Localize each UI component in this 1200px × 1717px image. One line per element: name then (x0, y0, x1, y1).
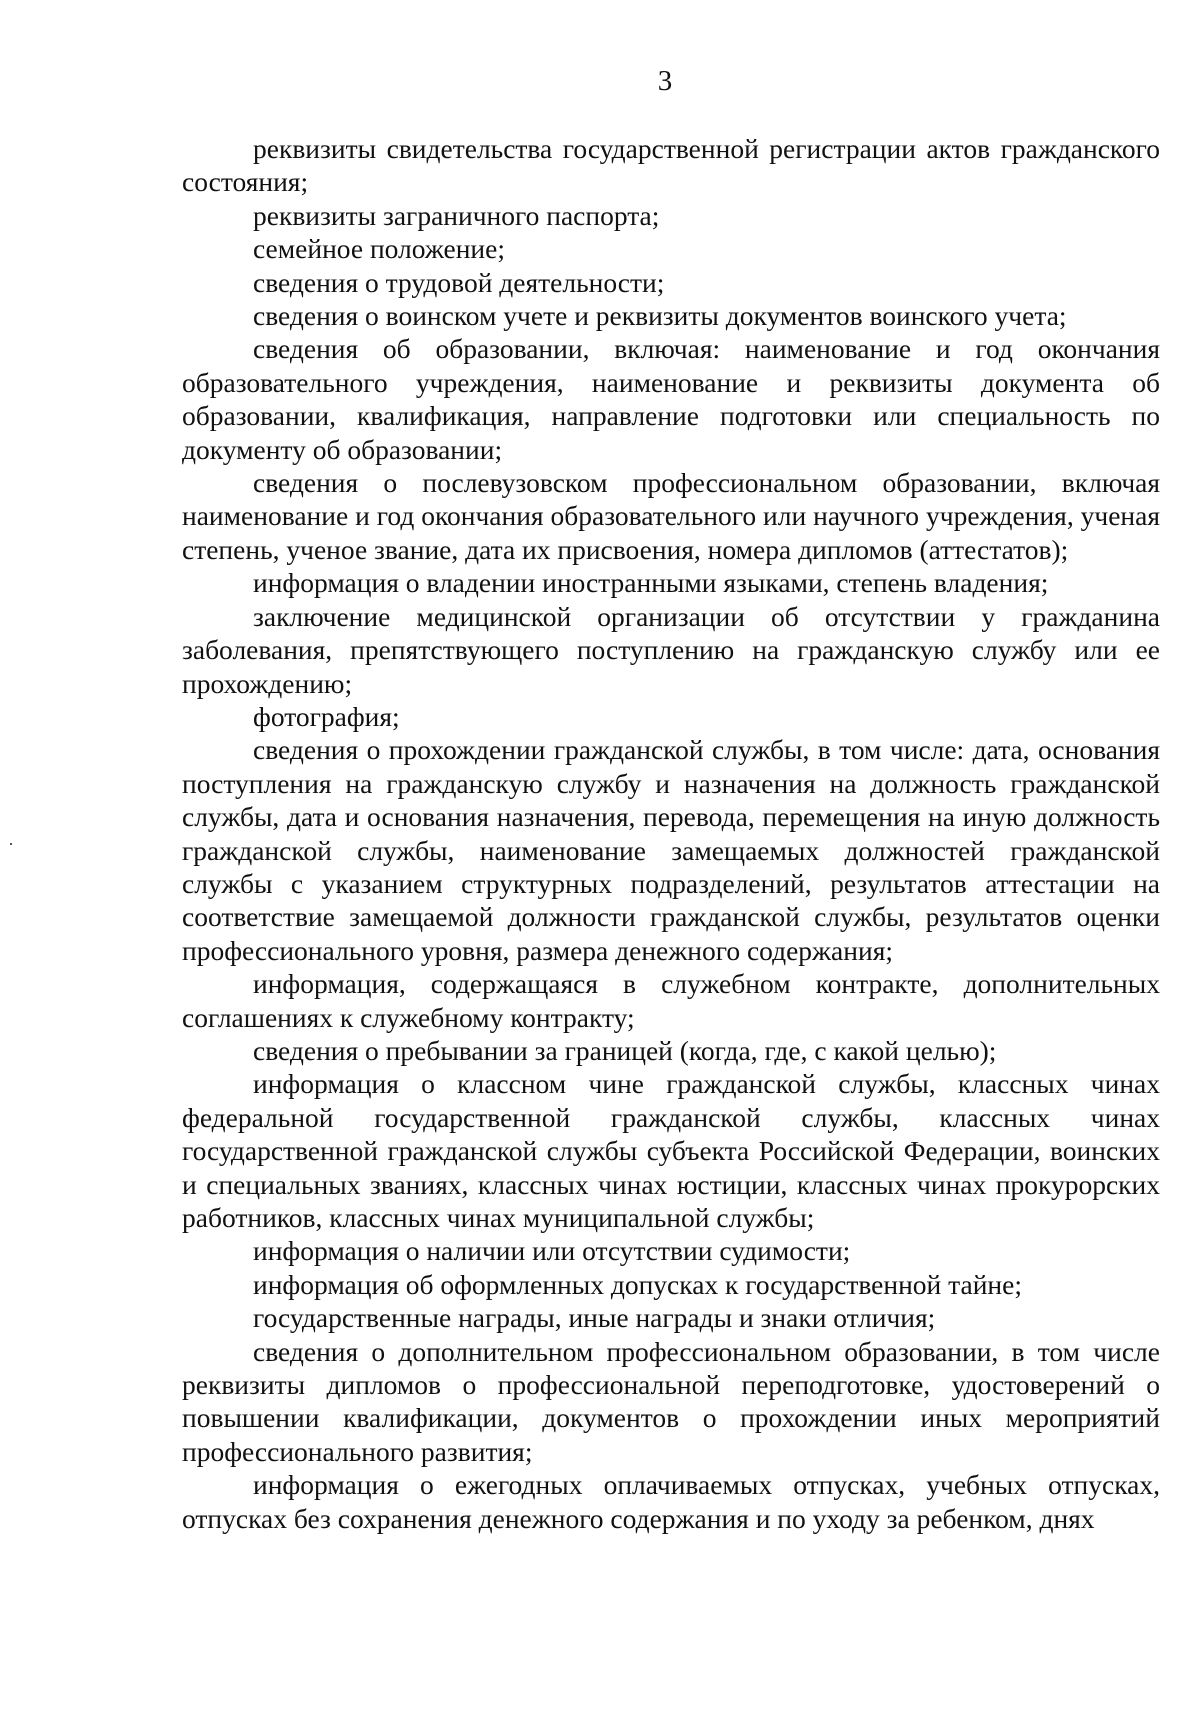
paragraph-stays-abroad: сведения о пребывании за границей (когда, где, с какой целью); (253, 1034, 997, 1066)
paragraph-foreign-passport: реквизиты заграничного паспорта; (253, 199, 660, 231)
paragraph-class-ranks: информация о классном чине гражданской службы, классных чинах федеральной государственной гражданской службы, классных чинах государственной гражданской службы субъекта Российской Федерации, воинских и специальных званиях, классных чинах юстиции, классных чинах прокурорских работников, классных чинах муниципальной службы; (182, 1068, 1160, 1233)
paragraph-additional-education: сведения о дополнительном профессиональном образовании, в том числе реквизиты дипломов о профессиональной переподготовке, удостоверений о повышении квалификации, документов о прохождении иных мероприятий профессионального развития; (182, 1335, 1160, 1467)
paragraph-photograph: фотография; (253, 700, 400, 732)
document-body (182, 132, 1160, 1535)
scan-artifact-dot (10, 843, 12, 845)
paragraph-postgraduate-education: сведения о послевузовском профессиональном образовании, включая наименование и год окончания образовательного или научного учреждения, ученая степень, ученое звание, дата их присвоения, номера дипломов (аттестатов); (182, 467, 1160, 565)
paragraph-medical-conclusion: заключение медицинской организации об отсутствии у гражданина заболевания, препятствующего поступлению на гражданскую службу или ее прохождению; (182, 600, 1160, 699)
paragraph-awards: государственные награды, иные награды и знаки отличия; (253, 1302, 936, 1334)
paragraph-civil-registration: реквизиты свидетельства государственной регистрации актов гражданского состояния; (182, 133, 1160, 198)
paragraph-vacations: информация о ежегодных оплачиваемых отпусках, учебных отпусках, отпусках без сохранения денежного содержания и по уходу за ребенком, днях (182, 1469, 1160, 1534)
page-number: 3 (657, 65, 673, 97)
paragraph-foreign-languages: информация о владении иностранными языками, степень владения; (253, 567, 1049, 599)
paragraph-marital-status: семейное положение; (253, 233, 505, 265)
paragraph-service-contract: информация, содержащаяся в служебном контракте, дополнительных соглашениях к служебному контракту; (182, 968, 1160, 1033)
paragraph-military-registration: сведения о воинском учете и реквизиты документов воинского учета; (253, 300, 1067, 332)
paragraph-education: сведения об образовании, включая: наименование и год окончания образовательного учреждения, наименование и реквизиты документа об образовании, квалификация, направление подготовки или специальность по документу об образовании; (182, 333, 1160, 465)
paragraph-work-history: сведения о трудовой деятельности; (253, 266, 665, 298)
paragraph-criminal-record: информация о наличии или отсутствии судимости; (253, 1235, 851, 1267)
paragraph-security-clearance: информация об оформленных допусках к государственной тайне; (253, 1268, 1022, 1300)
paragraph-civil-service-record: сведения о прохождении гражданской службы, в том числе: дата, основания поступления на гражданскую службу и назначения на должность гражданской службы, дата и основания назначения, перевода, перемещения на иную должность гражданской службы, наименование замещаемых должностей гражданской службы с указанием структурных подразделений, результатов аттестации на соответствие замещаемой должности гражданской службы, результатов оценки профессионального уровня, размера денежного содержания; (182, 734, 1160, 966)
